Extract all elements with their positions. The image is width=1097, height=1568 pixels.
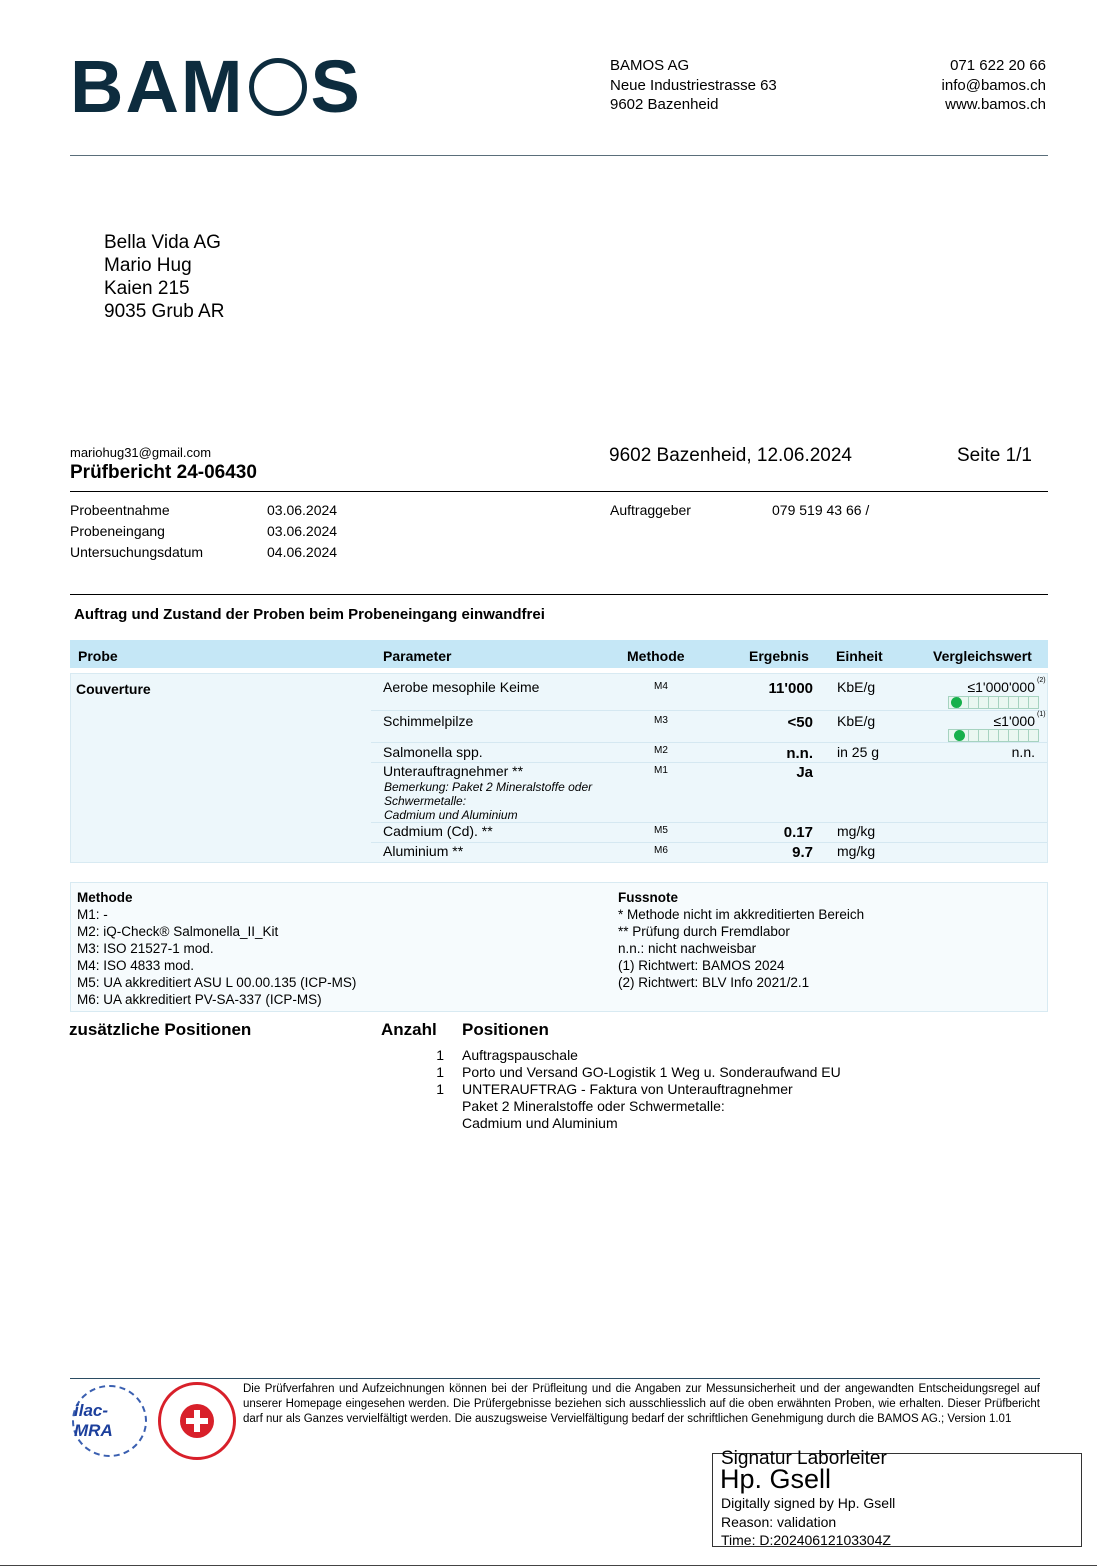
unit: mg/kg: [837, 843, 876, 859]
logo-text-bam: BAM: [70, 45, 245, 128]
signature-line: Time: D:20240612103304Z: [721, 1532, 891, 1548]
parameter-name: Salmonella spp.: [383, 744, 483, 760]
page-number: Seite 1/1: [957, 445, 1032, 466]
comparison-scale: [949, 696, 1039, 709]
ilac-mra-logo: [72, 1385, 147, 1457]
page-bottom-edge: [0, 1565, 1097, 1566]
sample-name: Couverture: [76, 681, 151, 697]
reference-footnote: (2): [1037, 677, 1046, 684]
method-code: M1: [654, 765, 668, 776]
position-text: Porto und Versand GO-Logistik 1 Weg u. Sonderaufwand EU: [462, 1064, 841, 1080]
method-code: M4: [654, 681, 668, 692]
footnote-item: n.n.: nicht nachweisbar: [618, 941, 757, 956]
reference-value: ≤1'000'000: [967, 679, 1035, 695]
reference-footnote: (1): [1037, 711, 1046, 718]
method-code: M5: [654, 825, 668, 836]
unit: mg/kg: [837, 823, 876, 839]
results-table-header: [70, 640, 1048, 668]
signature-line: Reason: validation: [721, 1513, 837, 1530]
col-vergleichswert: Vergleichswert: [933, 648, 1032, 664]
subcontract-note: [384, 780, 592, 822]
parameter-name: Aerobe mesophile Keime: [383, 679, 540, 695]
report-divider: [70, 491, 1048, 492]
footnote-item: ** Prüfung durch Fremdlabor: [618, 924, 790, 939]
recipient-street: Kaien 215: [104, 278, 190, 299]
recipient-company: Bella Vida AG: [104, 232, 221, 253]
exam-date: 04.06.2024: [267, 544, 338, 560]
method-code: M2: [654, 745, 668, 756]
swiss-accreditation-seal: [158, 1382, 236, 1460]
company-street: Neue Industriestrasse 63: [610, 76, 777, 94]
methods-footnotes-box: [70, 882, 1048, 1012]
footnote-item: * Methode nicht im akkreditierten Bereich: [618, 907, 865, 922]
position-text: Auftragspauschale: [462, 1047, 578, 1063]
bamos-logo: [70, 45, 362, 128]
position-count: 1: [436, 1081, 444, 1097]
report-title: Prüfbericht 24-06430: [70, 462, 257, 483]
method-item: M6: UA akkreditiert PV-SA-337 (ICP-MS): [77, 992, 322, 1007]
method-code: M3: [654, 715, 668, 726]
note-line: Bemerkung: Paket 2 Mineralstoffe oder: [384, 780, 593, 794]
position-line: Paket 2 Mineralstoffe oder Schwermetalle:: [462, 1098, 725, 1114]
reference-value: ≤1'000: [993, 713, 1035, 729]
ilac-mra-label: ilac-MRA: [74, 1401, 113, 1440]
reference-value: n.n.: [1011, 744, 1035, 760]
client-value: 079 519 43 66 /: [772, 502, 870, 518]
report-place-date: 9602 Bazenheid, 12.06.2024: [609, 445, 852, 466]
signature-details: [721, 1494, 895, 1550]
parameter-name: Unterauftragnehmer **: [383, 763, 524, 779]
methods-list: [77, 889, 356, 1008]
footnotes-title: Fussnote: [618, 890, 679, 905]
client-label: Auftraggeber: [610, 502, 691, 518]
position-count: 1: [436, 1064, 444, 1080]
col-methode: Methode: [627, 648, 685, 664]
method-item: M3: ISO 21527-1 mod.: [77, 941, 214, 956]
methods-title: Methode: [77, 890, 133, 905]
position-line: Cadmium und Aluminium: [462, 1115, 618, 1131]
result-value: Ja: [796, 764, 813, 781]
note-line: Cadmium und Aluminium: [384, 808, 518, 822]
header-divider: [70, 155, 1048, 156]
result-value: <50: [787, 714, 813, 731]
sample-status: Auftrag und Zustand der Proben beim Probeneingang einwandfrei: [74, 606, 545, 623]
footer-divider: [70, 1378, 1040, 1379]
note-line: Schwermetalle:: [384, 794, 467, 808]
client-email: mariohug31@gmail.com: [70, 445, 212, 460]
date-values: [267, 500, 337, 563]
method-item: M1: -: [77, 907, 108, 922]
table-row: [371, 762, 1047, 823]
scale-indicator-dot: [951, 697, 962, 708]
company-email[interactable]: info@bamos.ch: [941, 76, 1046, 94]
positions-header: Positionen: [462, 1020, 549, 1039]
table-row: [371, 842, 1047, 862]
sampling-date: 03.06.2024: [267, 502, 338, 518]
recipient-city: 9035 Grub AR: [104, 301, 225, 322]
receipt-date: 03.06.2024: [267, 523, 338, 539]
table-row: [371, 742, 1047, 763]
unit: KbE/g: [837, 679, 876, 695]
method-item: M5: UA akkreditiert ASU L 00.00.135 (ICP-MS): [77, 975, 357, 990]
col-probe: Probe: [78, 648, 118, 664]
company-address: [610, 56, 777, 115]
signature-box: [712, 1448, 1082, 1548]
parameter-name: Schimmelpilze: [383, 713, 474, 729]
footer-disclaimer: Die Prüfverfahren und Aufzeichnungen können bei der Prüfleitung und die Angaben zur Messunsicherheit und der angewandten Entscheidungsregel auf unserer Homepage eingesehen werden. Die Prüfergebnisse beziehen sich ausschliesslich auf die oben erwähnten Proben, wie erhalten. Dieser Prüfbericht darf nur als Ganzes vervielfältigt werden. Die auszugsweise Vervielfältigung bedarf der schriftlichen Genehmigung durch die BAMOS AG.; Version 1.01: [243, 1383, 1040, 1425]
company-website[interactable]: www.bamos.ch: [945, 96, 1046, 113]
footnote-item: (2) Richtwert: BLV Info 2021/2.1: [618, 975, 810, 990]
signature-line: Digitally signed by Hp. Gsell: [721, 1495, 896, 1511]
scale-indicator-dot: [954, 730, 965, 741]
company-name: BAMOS AG: [610, 57, 690, 74]
meta-divider: [70, 594, 1048, 595]
table-row: [371, 674, 1047, 711]
parameter-name: Cadmium (Cd). **: [383, 823, 493, 839]
position-count: 1: [436, 1047, 444, 1063]
company-phone: 071 622 20 66: [950, 57, 1046, 74]
result-value: n.n.: [786, 745, 813, 762]
list-item: [420, 1047, 980, 1064]
parameter-name: Aluminium **: [383, 843, 464, 859]
logo-o-circle-icon: [249, 58, 307, 116]
date-labels: [70, 500, 203, 563]
footnotes-list: [618, 889, 864, 991]
signature-name: Hp. Gsell: [720, 1464, 832, 1494]
results-table-body: [70, 673, 1048, 863]
table-row: [371, 822, 1047, 843]
positions-list: [420, 1047, 980, 1132]
result-value: 9.7: [792, 844, 813, 861]
footnote-item: (1) Richtwert: BAMOS 2024: [618, 958, 785, 973]
signature-label: Signatur Laborleiter: [721, 1448, 887, 1469]
position-text: [462, 1081, 793, 1132]
result-value: 11'000: [768, 680, 813, 697]
recipient-address: [104, 231, 224, 323]
col-ergebnis: Ergebnis: [749, 648, 809, 664]
sampling-label: Probeentnahme: [70, 502, 170, 518]
col-einheit: Einheit: [836, 648, 883, 664]
logo-text-s: S: [310, 45, 362, 128]
company-contact: [942, 56, 1046, 115]
unit: in 25 g: [837, 744, 880, 760]
table-row: [371, 710, 1047, 743]
result-value: 0.17: [783, 824, 813, 841]
list-item: [420, 1081, 980, 1132]
company-city: 9602 Bazenheid: [610, 96, 719, 113]
unit: KbE/g: [837, 713, 876, 729]
method-item: M2: iQ-Check® Salmonella_II_Kit: [77, 924, 279, 939]
swiss-cross-icon: [180, 1404, 214, 1438]
receipt-label: Probeneingang: [70, 523, 165, 539]
list-item: [420, 1064, 980, 1081]
positions-count-header: Anzahl: [381, 1020, 437, 1039]
positions-title: zusätzliche Positionen: [69, 1020, 252, 1039]
exam-date-label: Untersuchungsdatum: [70, 544, 204, 560]
method-code: M6: [654, 845, 668, 856]
recipient-person: Mario Hug: [104, 255, 192, 276]
method-item: M4: ISO 4833 mod.: [77, 958, 195, 973]
position-line: UNTERAUFTRAG - Faktura von Unterauftragnehmer: [462, 1081, 793, 1097]
col-parameter: Parameter: [383, 648, 452, 664]
